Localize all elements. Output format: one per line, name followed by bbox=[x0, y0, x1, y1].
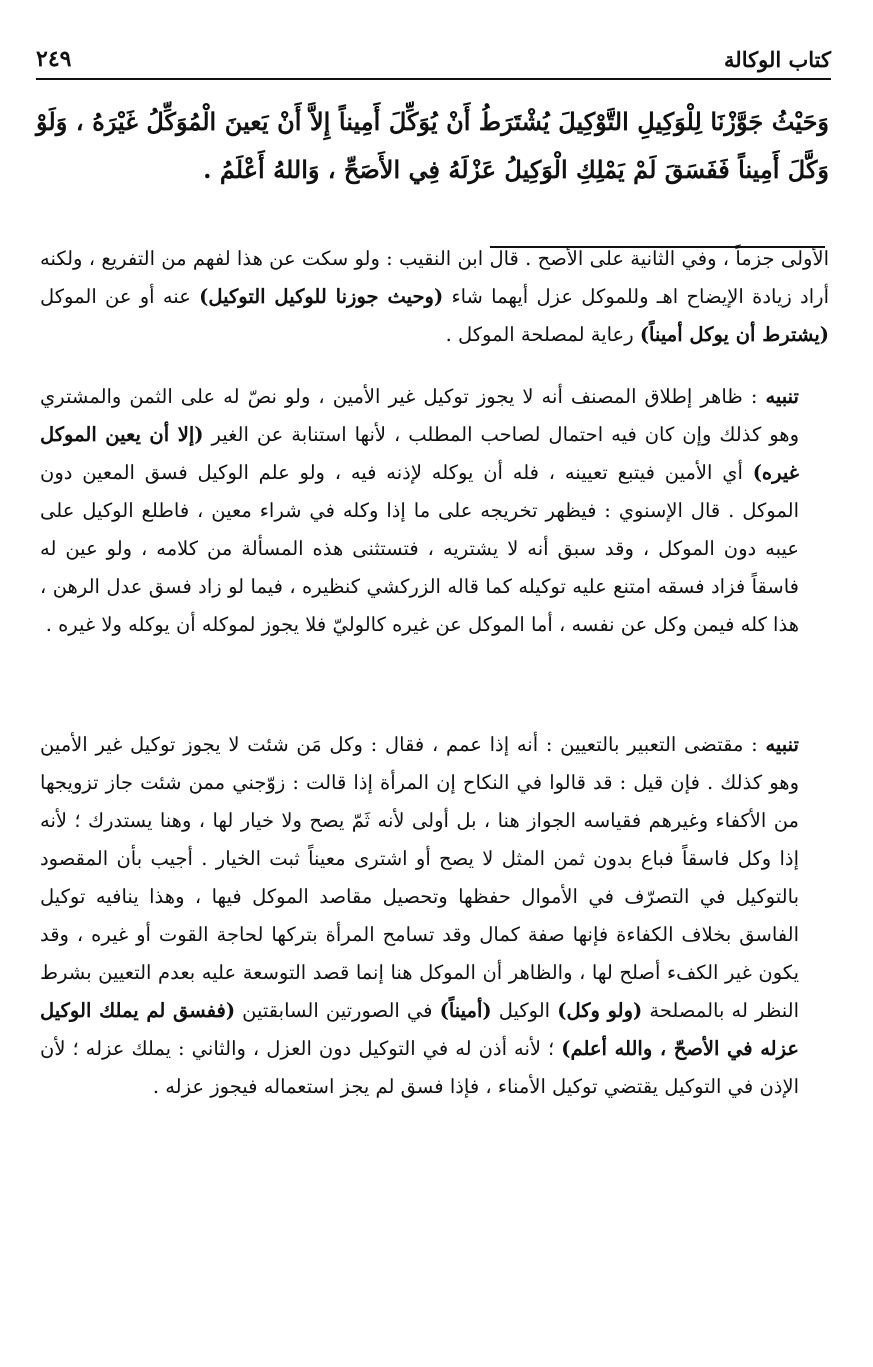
commentary-text: : ظاهر إطلاق المصنف أنه لا يجوز توكيل غير الأمين ، ولو نصّ له على الثمن والمشتري وهو كذلك وإن كان فيه احتمال لصاحب المطلب ، لأنها استنابة عن الغير bbox=[40, 385, 799, 446]
commentary-text: رعاية لمصلحة الموكل . bbox=[445, 323, 640, 346]
quoted-matn: (أميناً) bbox=[439, 999, 492, 1022]
quoted-matn: (يشترط أن يوكل أميناً) bbox=[639, 323, 829, 346]
commentary-text: ؛ لأنه أذن له في التوكيل دون العزل ، والثاني : يملك عزله ؛ لأن الإذن في التوكيل يقتضي توكيل الأمناء ، فإذا فسق لم يجز استعماله فيجوز عزله . bbox=[40, 1037, 799, 1098]
commentary-text: عنه أو عن الموكل bbox=[40, 285, 200, 308]
quoted-matn: (ولو وكل) bbox=[557, 999, 643, 1022]
commentary-paragraph-3 bbox=[40, 726, 829, 1106]
commentary-paragraph-2 bbox=[40, 378, 829, 644]
matn-text: وَحَيْثُ جَوَّزْنَا لِلْوَكِيلِ التَّوْكِيلَ يُشْتَرَطُ أَنْ يُوَكِّلَ أَمِيناً إِلاَّ أَنْ يَعينَ الْمُوَكِّلُ غَيْرَهُ ، وَلَوْ وَكَّلَ أَمِيناً فَفَسَقَ لَمْ يَمْلِكِ الْوَكِيلُ عَزْلَهُ فِي الأَصَحِّ ، وَاللهُ أَعْلَمُ . bbox=[36, 107, 829, 184]
quoted-matn: (وحيث جوزنا للوكيل التوكيل) bbox=[199, 285, 444, 308]
page-header bbox=[36, 28, 831, 80]
commentary-text: الأولى جزماً ، وفي الثانية على الأصح . قال ابن النقيب : ولو سكت عن هذا لفهم من التفريع ، ولكنه أراد زيادة الإيضاح اهـ وللموكل عزل أيهما شاء bbox=[40, 247, 829, 308]
quoted-matn: (ففسق لم يملك الوكيل عزله في الأصحّ ، والله أعلم) bbox=[40, 999, 800, 1060]
commentary-text: أي الأمين فيتبع تعيينه ، فله أن يوكله لإذنه فيه ، ولو علم الوكيل فسق المعين دون الموكل . قال الإسنوي : فيظهر تخريجه على ما إذا وكله في شراء معين ، فاطلع الوكيل على عيبه دون الموكل ، وقد سبق أنه لا يشتريه ، فتستثنى هذه المسألة من كلامه ، ولو عين له فاسقاً فزاد فسقه امتنع عليه توكيله كما قاله الزركشي كنظيره ، فيما لو زاد فسق عدل الرهن ، هذا كله فيمن وكل عن نفسه ، أما الموكل عن غيره كالوليّ فلا يجوز لموكله أن يوكله ولا غيره . bbox=[40, 461, 799, 636]
page-number: ٢٤٩ bbox=[36, 46, 72, 72]
commentary-text: : مقتضى التعبير بالتعيين : أنه إذا عمم ، فقال : وكل مَن شئت لا يجوز توكيل غير الأمين وهو كذلك . فإن قيل : قد قالوا في النكاح إن المرأة إذا قالت : زوّجني ممن شئت جاز تزويجها من الأكفاء وغيرهم فقياسه الجواز هنا ، بل أولى لأنه ثَمّ يصح ولا خيار لها ، وهنا يستدرك ؛ لأنه إذا وكل فاسقاً فباع بدون ثمن المثل لا يصح أو اشترى معيناً ثبت الخيار . أجيب بأن المقصود بالتوكيل في التصرّف في الأموال حفظها وتحصيل مقاصد الموكل فيها ، وهذا ينافيه توكيل الفاسق بخلاف الكفاءة فإنها صفة كمال وقد تسامح المرأة بتركها لحاجة القوت أو غيره ، وقد يكون غير الكفء أصلح لها ، والظاهر أن الموكل هنا إنما قصد التوسعة عليه بعدم التعيين بشرط النظر له بالمصلحة bbox=[40, 733, 799, 1022]
note-heading: تنبيه bbox=[765, 733, 799, 756]
commentary-paragraph-1 bbox=[40, 240, 829, 354]
note-heading: تنبيه bbox=[765, 385, 799, 408]
commentary-text: في الصورتين السابقتين bbox=[235, 999, 440, 1022]
commentary-text: الوكيل bbox=[491, 999, 558, 1022]
quoted-matn: (إلا أن يعين الموكل غيره) bbox=[40, 423, 799, 484]
book-title: كتاب الوكالة bbox=[724, 47, 831, 72]
